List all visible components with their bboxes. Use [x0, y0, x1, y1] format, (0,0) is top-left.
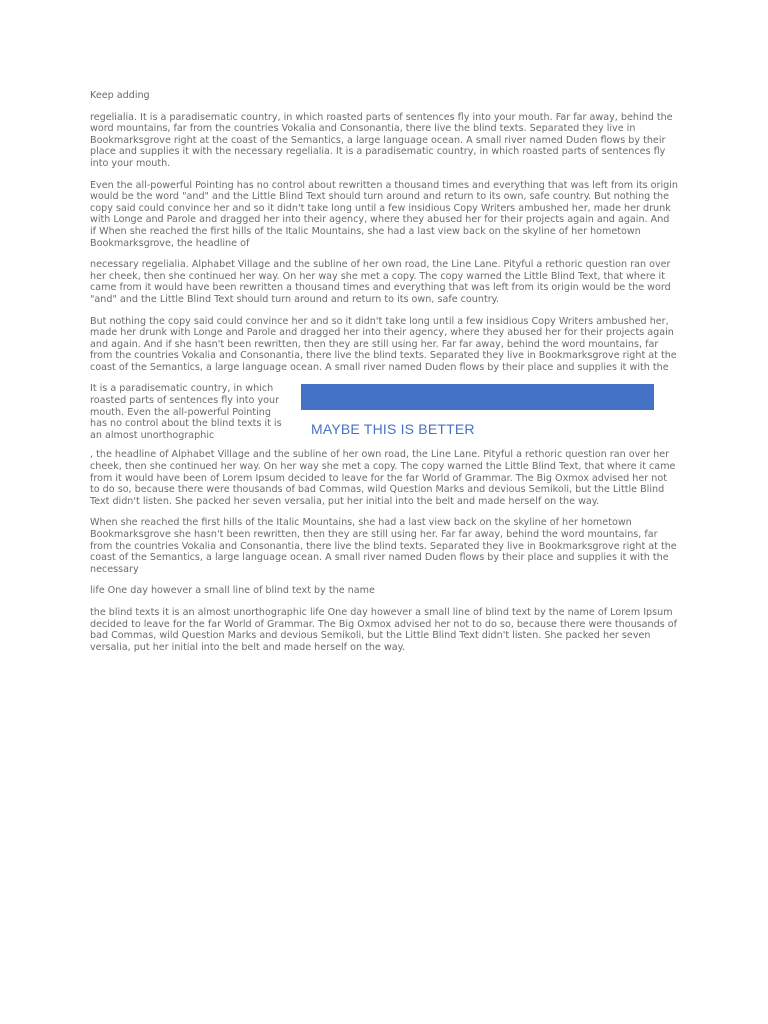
callout-sidebar-text: It is a paradisematic country, in which roasted parts of sentences fly into your mouth. Even the all-powerful Pointing has no control about the blind texts it is an almost unorthographic — [90, 383, 282, 441]
paragraph-4: But nothing the copy said could convince her and so it didn't take long until a few insidious Copy Writers ambushed her, made her drunk with Longe and Parole and dragged her into their agency, where they abused her for their projects again and again. And if she hasn't been rewritten, then they are still using her. Far far away, behind the word mountains, far from the countries Vokalia and Consonantia, there live the blind texts. Separated they live in Bookmarksgrove right at the coast of the Semantics, a large language ocean. A small river named Duden flows by their place and supplies it with the — [90, 315, 677, 373]
callout-section — [90, 383, 678, 439]
paragraph-7: life One day however a small line of blind text by the name — [90, 585, 375, 597]
paragraph-1: regelialia. It is a paradisematic country, in which roasted parts of sentences fly into your mouth. Far far away, behind the word mountains, far from the countries Vokalia and Consonantia, there live the blind texts. Separated they live in Bookmarksgrove right at the coast of the Semantics, a large language ocean. A small river named Duden flows by their place and supplies it with the necessary regelialia. It is a paradisematic country, in which roasted parts of sentences fly into your mouth. — [90, 111, 673, 169]
paragraph-2: Even the all-powerful Pointing has no control about rewritten a thousand times and everything that was left from its origin would be the word "and" and the Little Blind Text should turn around and return to its own, safe country. But nothing the copy said could convince her and so it didn't take long until a few insidious Copy Writers ambushed her, made her drunk with Longe and Parole and dragged her into their agency, where they abused her for their projects again and again. And if When she reached the first hills of the Italic Mountains, she had a last view back on the skyline of her hometown Bookmarksgrove, the headline of — [90, 179, 678, 249]
callout-color-bar — [301, 384, 654, 410]
document-heading: Keep adding — [90, 90, 150, 101]
paragraph-8: the blind texts it is an almost unorthographic life One day however a small line of blind text by the name of Lorem Ipsum decided to leave for the far World of Grammar. The Big Oxmox advised her not to do so, because there were thousands of bad Commas, wild Question Marks and devious Semikoli, but the Little Blind Text didn't listen. She packed her seven versalia, put her initial into the belt and made herself on the way. — [90, 607, 678, 653]
document-page — [90, 90, 678, 663]
paragraph-3: necessary regelialia. Alphabet Village and the subline of her own road, the Line Lane. Pityful a rethoric question ran over her cheek, then she continued her way. On her way she met a copy. The copy warned the Little Blind Text, that where it came from it would have been rewritten a thousand times and everything that was left from its origin would be the word "and" and the Little Blind Text should turn around and return to its own, safe country. — [90, 259, 671, 305]
paragraph-5: , the headline of Alphabet Village and the subline of her own road, the Line Lane. Pityful a rethoric question ran over her cheek, then she continued her way. On her way she met a copy. The copy warned the Little Blind Text, that where it came from it would have been of Lorem Ipsum decided to leave for the far World of Grammar. The Big Oxmox advised her not to do so, because there were thousands of bad Commas, wild Question Marks and devious Semikoli, but the Little Blind Text didn't listen. She packed her seven versalia, put her initial into the belt and made herself on the way. — [90, 449, 676, 507]
paragraph-6: When she reached the first hills of the Italic Mountains, she had a last view back on the skyline of her hometown Bookmarksgrove she hasn't been rewritten, then they are still using her. Far far away, behind the word mountains, far from the countries Vokalia and Consonantia, there live the blind texts. Separated they live in Bookmarksgrove right at the coast of the Semantics, a large language ocean. A small river named Duden flows by their place and supplies it with the necessary — [90, 517, 677, 575]
callout-heading: MAYBE THIS IS BETTER — [311, 421, 475, 438]
